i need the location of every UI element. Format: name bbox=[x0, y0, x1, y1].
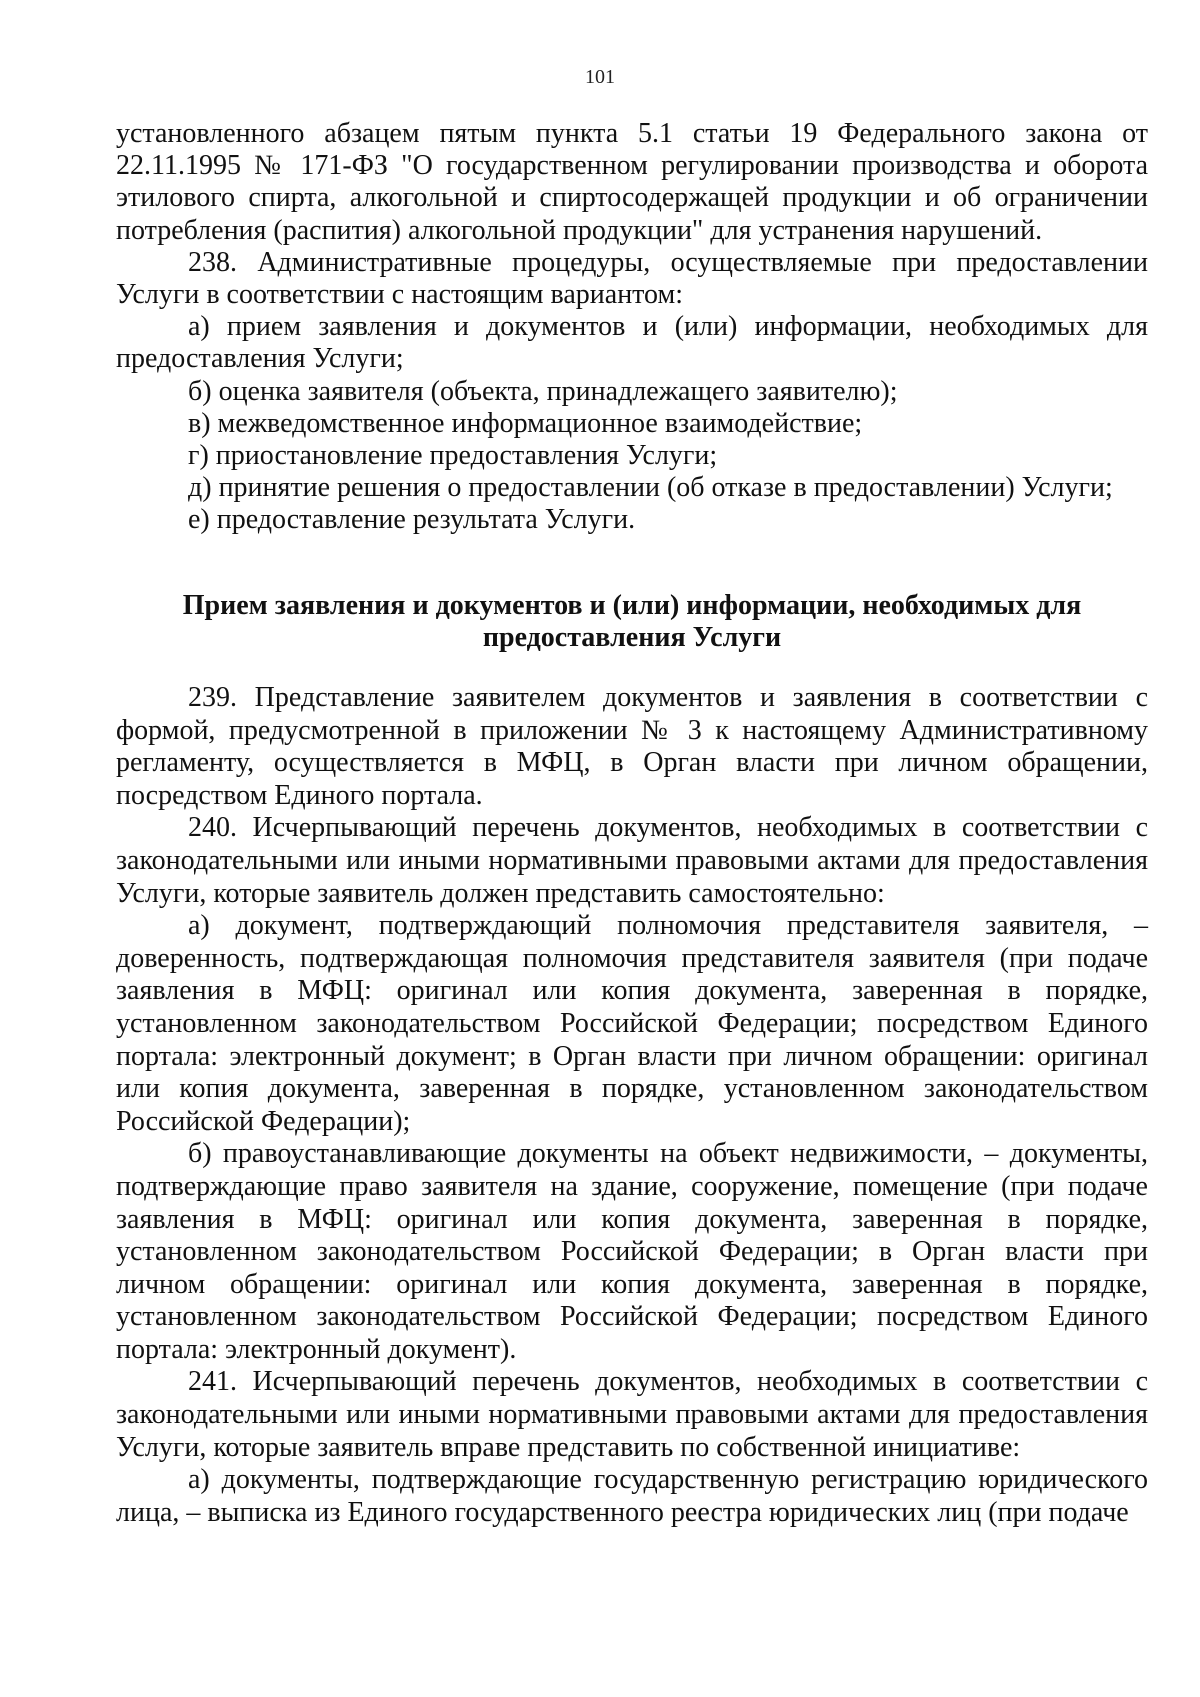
heading-line-2: предоставления Услуги bbox=[482, 622, 782, 653]
list-item: г) приостановление предоставления Услуги; bbox=[188, 440, 718, 472]
paragraph-241: 241. Исчерпывающий перечень документов, необходимых в соответствии с законодательными или иными нормативными правовыми актами для предоставления Услуги, которые заявитель вправе представить по собственной инициативе: bbox=[116, 1366, 1148, 1463]
section-intro bbox=[116, 118, 1148, 537]
paragraph-241-a: а) документы, подтверждающие государственную регистрацию юридического лица, – выписка из Единого государственного реестра юридических лиц (при подаче bbox=[116, 1464, 1148, 1528]
paragraph-239: 239. Представление заявителем документов и заявления в соответствии с формой, предусмотренной в приложении № 3 к настоящему Административному регламенту, осуществляется в МФЦ, в Орган власти при личном обращении, посредством Единого портала. bbox=[116, 682, 1148, 811]
list-item: б) оценка заявителя (объекта, принадлежащего заявителю); bbox=[188, 375, 898, 407]
section-heading bbox=[116, 590, 1148, 654]
list-item: е) предоставление результата Услуги. bbox=[188, 504, 636, 536]
heading-line-1: Прием заявления и документов и (или) информации, необходимых для bbox=[182, 590, 1082, 621]
paragraph-continuation: установленного абзацем пятым пункта 5.1 статьи 19 Федерального закона от 22.11.1995 № 171-ФЗ "О государственном регулировании производства и оборота этилового спирта, алкогольной и спиртосодержащей продукции и об ограничении потребления (распития) алкогольной продукции" для устранения нарушений. bbox=[116, 118, 1148, 246]
page-number: 101 bbox=[585, 66, 615, 88]
list-item: д) принятие решения о предоставлении (об отказе в предоставлении) Услуги; bbox=[188, 472, 1113, 504]
paragraph-240-b: б) правоустанавливающие документы на объект недвижимости, – документы, подтверждающие право заявителя на здание, сооружение, помещение (при подаче заявления в МФЦ: оригинал или копия документа, заверенная в порядке, установленном законодательством Российской Федерации; в Орган власти при личном обращении: оригинал или копия документа, заверенная в порядке, установленном законодательством Российской Федерации; посредством Единого портала: электронный документ). bbox=[116, 1138, 1148, 1365]
paragraph-238: 238. Административные процедуры, осуществляемые при предоставлении Услуги в соответствии с настоящим вариантом: bbox=[116, 246, 1148, 311]
paragraph-240-a: а) документ, подтверждающий полномочия представителя заявителя, – доверенность, подтверждающая полномочия представителя заявителя (при подаче заявления в МФЦ: оригинал или копия документа, заверенная в порядке, установленном законодательством Российской Федерации; посредством Единого портала: электронный документ; в Орган власти при личном обращении: оригинал или копия документа, заверенная в порядке, установленном законодательством Российской Федерации); bbox=[116, 910, 1148, 1137]
list-item: а) прием заявления и документов и (или) информации, необходимых для предоставления Услуги; bbox=[116, 311, 1148, 375]
paragraph-240: 240. Исчерпывающий перечень документов, необходимых в соответствии с законодательными или иными нормативными правовыми актами для предоставления Услуги, которые заявитель должен представить самостоятельно: bbox=[116, 812, 1148, 909]
section-reception bbox=[116, 682, 1148, 1529]
list-item: в) межведомственное информационное взаимодействие; bbox=[188, 407, 863, 439]
